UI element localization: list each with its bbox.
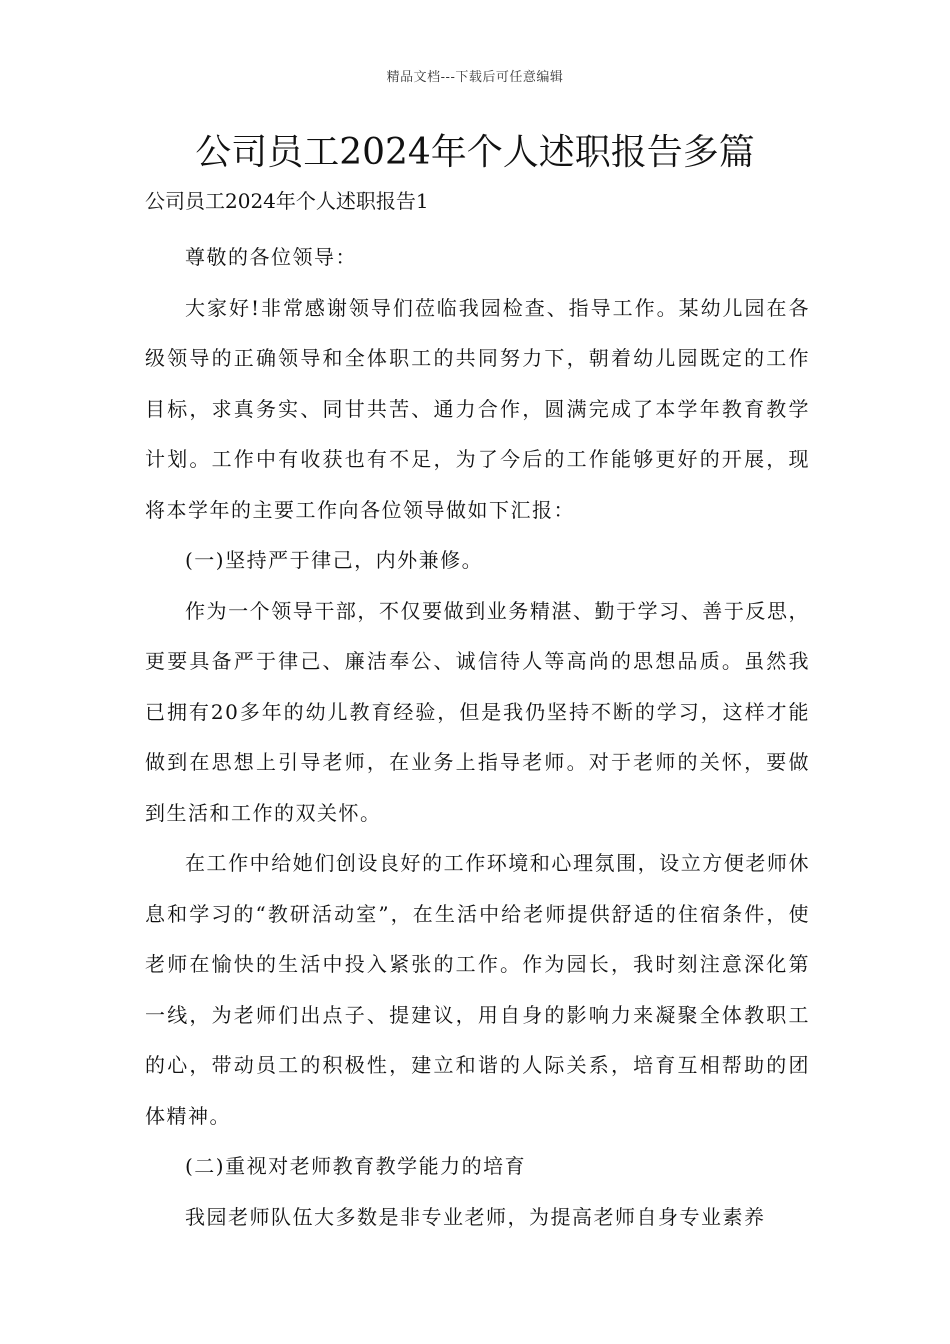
body-paragraph: 我园老师队伍大多数是非专业老师，为提高老师自身专业素养 — [185, 1204, 766, 1229]
header-note: 精品文档---下载后可任意编辑 — [386, 70, 564, 85]
salutation-paragraph: 尊敬的各位领导： — [185, 245, 357, 269]
body-paragraph: 在工作中给她们创设良好的工作环境和心理氛围，设立方便老师休息和学习的“教研活动室”，在生活中给老师提供舒适的住宿条件，使老师在愉快的生活中投入紧张的工作。作为园长，我时刻注意深化第一线，为老师们出点子、提建议，用自身的影响力来凝聚全体教职工的心，带动员工的积极性，建立和谐的人际关系，培育互相帮助的团体精神。 — [145, 851, 810, 1128]
section-subtitle: 公司员工2024年个人述职报告1 — [145, 189, 429, 213]
document-title: 公司员工2024年个人述职报告多篇 — [195, 132, 755, 173]
section-heading-1: (一)坚持严于律己，内外兼修。 — [185, 548, 484, 572]
body-paragraph: 作为一个领导干部，不仅要做到业务精湛、勤于学习、善于反思，更要具备严于律己、廉洁奉公、诚信待人等高尚的思想品质。虽然我已拥有20多年的幼儿教育经验，但是我仍坚持不断的学习，这样才能做到在思想上引导老师，在业务上指导老师。对于老师的关怀，要做到生活和工作的双关怀。 — [145, 598, 810, 825]
section-heading-2: (二)重视对老师教育教学能力的培育 — [185, 1154, 527, 1178]
intro-paragraph: 大家好!非常感谢领导们莅临我园检查、指导工作。某幼儿园在各级领导的正确领导和全体职工的共同努力下，朝着幼儿园既定的工作目标，求真务实、同甘共苦、通力合作，圆满完成了本学年教育教学计划。工作中有收获也有不足，为了今后的工作能够更好的开展，现将本学年的主要工作向各位领导做如下汇报： — [145, 295, 810, 522]
document-body — [145, 183, 810, 1242]
